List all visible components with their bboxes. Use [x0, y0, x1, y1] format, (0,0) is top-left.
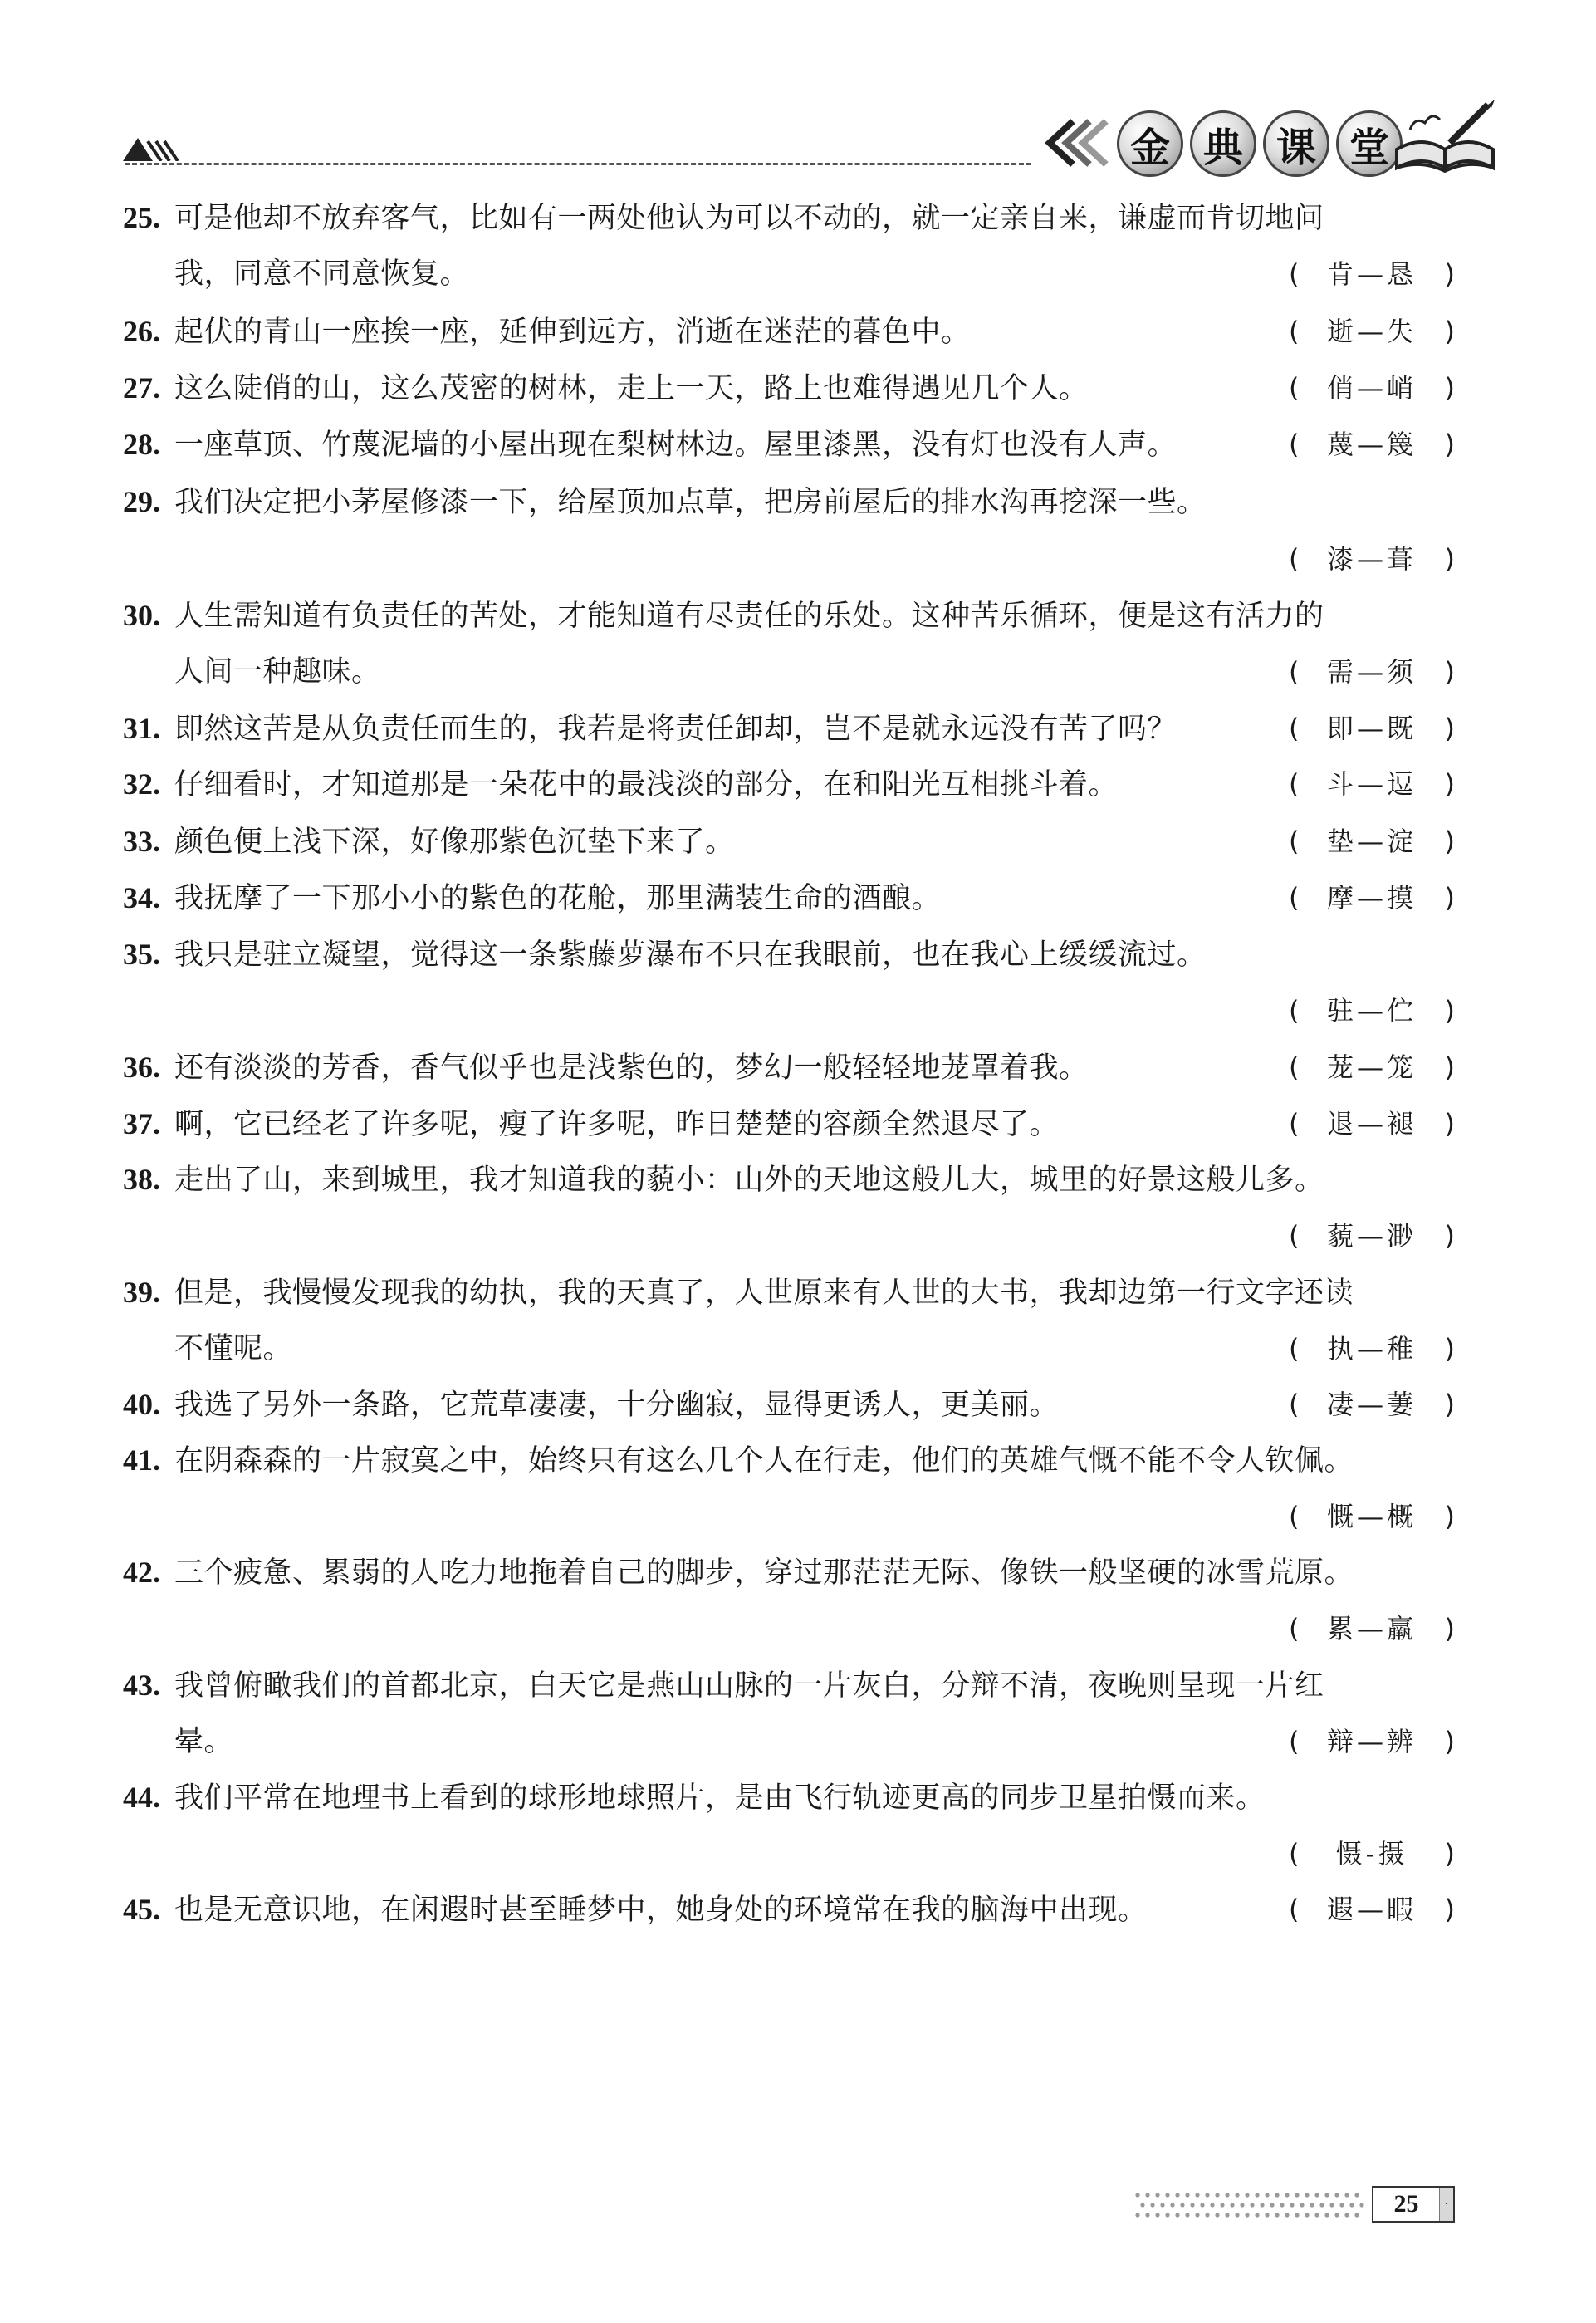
answer-40: ( 凄—萋 )	[1289, 1381, 1455, 1428]
answer-value: 肯—恳	[1326, 258, 1417, 290]
answer-27: ( 俏—峭 )	[1289, 365, 1455, 411]
answer-30: ( 需—须 )	[1289, 649, 1455, 695]
answer-value: 遐—暇	[1326, 1894, 1417, 1925]
answer-value: 慑-摄	[1335, 1838, 1408, 1870]
answer-35: ( 驻—伫 )	[1289, 988, 1455, 1034]
question-number: 26.	[123, 315, 160, 348]
answer-value: 藐—渺	[1326, 1220, 1417, 1252]
question-34	[123, 875, 1452, 921]
question-number: 32.	[123, 767, 160, 801]
question-number: 25.	[123, 201, 160, 234]
question-32	[123, 761, 1452, 807]
answer-38: ( 藐—渺 )	[1289, 1213, 1455, 1259]
question-text: 啊，它已经老了许多呢，瘦了许多呢，昨日楚楚的容颜全然退尽了。	[174, 1108, 1060, 1141]
question-28	[123, 421, 1452, 468]
question-number: 43.	[123, 1669, 160, 1702]
question-text: 我曾俯瞰我们的首都北京，白天它是燕山山脉的一片灰白，分辩不清，夜晚则呈现一片红	[174, 1669, 1324, 1703]
answer-value: 漆—葺	[1326, 543, 1417, 575]
answer-value: 垫—淀	[1326, 826, 1417, 857]
answer-37: ( 退—褪 )	[1289, 1100, 1455, 1147]
brand-char: 金	[1117, 110, 1183, 177]
question-number: 40.	[123, 1388, 160, 1421]
answer-value: 即—既	[1326, 713, 1417, 744]
answer-value: 驻—伫	[1326, 995, 1417, 1027]
answer-29: ( 漆—葺 )	[1289, 536, 1455, 582]
question-text: 我们决定把小茅屋修漆一下，给屋顶加点草，把房前屋后的排水沟再挖深一些。	[174, 486, 1207, 519]
answer-value: 摩—摸	[1326, 882, 1417, 914]
triangle-stripes-icon	[123, 133, 181, 161]
answer-value: 慨—概	[1326, 1501, 1417, 1532]
question-31	[123, 705, 1452, 752]
answer-28: ( 蔑—篾 )	[1289, 421, 1455, 468]
question-number: 33.	[123, 825, 160, 858]
question-27	[123, 365, 1452, 411]
answer-value: 退—褪	[1326, 1108, 1417, 1139]
question-number: 34.	[123, 881, 160, 914]
answer-value: 茏—笼	[1326, 1051, 1417, 1083]
question-number: 45.	[123, 1893, 160, 1926]
question-text: 人生需知道有负责任的苦处，才能知道有尽责任的乐处。这种苦乐循环，便是这有活力的	[174, 600, 1324, 633]
question-38	[123, 1156, 1452, 1203]
question-text-continued: 不懂呢。	[174, 1332, 293, 1365]
brand-char: 典	[1190, 110, 1256, 177]
question-text: 我只是驻立凝望，觉得这一条紫藤萝瀑布不只在我眼前，也在我心上缓缓流过。	[174, 939, 1207, 972]
answer-value: 蔑—篾	[1326, 429, 1417, 460]
question-text: 在阴森森的一片寂寞之中，始终只有这么几个人在行走，他们的英雄气慨不能不令人钦佩。	[174, 1444, 1354, 1478]
question-number: 42.	[123, 1556, 160, 1589]
question-41	[123, 1437, 1452, 1483]
answer-value: 执—稚	[1326, 1333, 1417, 1365]
question-number: 41.	[123, 1443, 160, 1477]
question-text: 仔细看时，才知道那是一朵花中的最浅淡的部分，在和阳光互相挑斗着。	[174, 768, 1119, 801]
answer-value: 辩—辨	[1326, 1726, 1417, 1757]
answer-value: 凄—萋	[1326, 1389, 1417, 1420]
question-number: 37.	[123, 1107, 160, 1140]
question-text: 走出了山，来到城里，我才知道我的藐小：山外的天地这般儿大，城里的好景这般儿多。	[174, 1164, 1324, 1197]
question-text: 但是，我慢慢发现我的幼执，我的天真了，人世原来有人世的大书，我却边第一行文字还读	[174, 1277, 1354, 1310]
question-text: 三个疲惫、累弱的人吃力地拖着自己的脚步，穿过那茫茫无际、像铁一般坚硬的冰雪荒原。	[174, 1556, 1354, 1590]
answer-42: ( 累—羸 )	[1289, 1605, 1455, 1652]
question-number: 31.	[123, 712, 160, 745]
answer-34: ( 摩—摸 )	[1289, 875, 1455, 921]
brand-char: 课	[1263, 110, 1329, 177]
question-37	[123, 1100, 1452, 1147]
question-25	[123, 194, 1452, 241]
answer-39: ( 执—稚 )	[1289, 1326, 1455, 1372]
question-29	[123, 478, 1452, 525]
question-36	[123, 1044, 1452, 1090]
answer-43: ( 辩—辨 )	[1289, 1718, 1455, 1765]
open-book-pencil-icon	[1392, 98, 1500, 173]
question-text: 一座草顶、竹蔑泥墙的小屋出现在梨树林边。屋里漆黑，没有灯也没有人声。	[174, 429, 1177, 462]
answer-32: ( 斗—逗 )	[1289, 761, 1455, 807]
question-text: 我选了另外一条路，它荒草凄凄，十分幽寂，显得更诱人，更美丽。	[174, 1389, 1060, 1422]
answer-41: ( 慨—概 )	[1289, 1493, 1455, 1540]
answer-44: ( 慑-摄 )	[1289, 1830, 1455, 1877]
question-45	[123, 1886, 1452, 1933]
header-dashed-rule	[125, 163, 1031, 165]
question-text-continued: 晕。	[174, 1725, 234, 1758]
answer-31: ( 即—既 )	[1289, 705, 1455, 752]
answer-25: ( 肯—恳 )	[1289, 251, 1455, 297]
question-text: 可是他却不放弃客气，比如有一两处他认为可以不动的，就一定亲自来，谦虚而肯切地问	[174, 202, 1324, 235]
page-number-box	[1372, 2186, 1455, 2223]
question-33	[123, 818, 1452, 865]
question-number: 28.	[123, 428, 160, 461]
question-text: 我们平常在地理书上看到的球形地球照片，是由飞行轨迹更高的同步卫星拍慑而来。	[174, 1781, 1266, 1815]
question-text: 这么陡俏的山，这么茂密的树林，走上一天，路上也难得遇见几个人。	[174, 372, 1089, 405]
question-number: 44.	[123, 1781, 160, 1814]
question-text: 即然这苦是从负责任而生的，我若是将责任卸却，岂不是就永远没有苦了吗？	[174, 713, 1177, 746]
answer-value: 需—须	[1326, 656, 1417, 688]
question-text-continued: 我，同意不同意恢复。	[174, 257, 470, 291]
question-26	[123, 308, 1452, 355]
page-number: 25	[1393, 2190, 1419, 2218]
answer-value: 俏—峭	[1326, 372, 1417, 404]
brand-char: 堂	[1336, 110, 1403, 177]
question-text: 还有淡淡的芳香，香气似乎也是浅紫色的，梦幻一般轻轻地茏罩着我。	[174, 1051, 1089, 1085]
question-30	[123, 592, 1452, 639]
question-number: 27.	[123, 371, 160, 404]
question-text-continued: 人间一种趣味。	[174, 655, 381, 689]
question-40	[123, 1381, 1452, 1428]
question-35	[123, 931, 1452, 978]
question-text: 颜色便上浅下深，好像那紫色沉垫下来了。	[174, 826, 735, 859]
answer-26: ( 逝—失 )	[1289, 308, 1455, 355]
question-number: 30.	[123, 599, 160, 632]
answer-36: ( 茏—笼 )	[1289, 1044, 1455, 1090]
question-44	[123, 1774, 1452, 1821]
question-number: 36.	[123, 1051, 160, 1084]
answer-value: 逝—失	[1326, 316, 1417, 347]
question-39	[123, 1269, 1452, 1316]
answer-value: 累—羸	[1326, 1613, 1417, 1644]
question-number: 29.	[123, 485, 160, 518]
answer-value: 斗—逗	[1326, 768, 1417, 800]
page-tab-marker: ·	[1439, 2188, 1453, 2221]
question-number: 39.	[123, 1276, 160, 1309]
question-number: 35.	[123, 938, 160, 971]
page-header	[0, 0, 1596, 191]
brand-logo	[1117, 110, 1403, 177]
answer-33: ( 垫—淀 )	[1289, 818, 1455, 865]
question-text: 也是无意识地，在闲遐时甚至睡梦中，她身处的环境常在我的脑海中出现。	[174, 1894, 1148, 1927]
double-chevron-left-icon	[1040, 118, 1111, 168]
question-43	[123, 1662, 1452, 1708]
dot-pattern-decoration	[1129, 2188, 1370, 2222]
question-number: 38.	[123, 1163, 160, 1196]
question-text: 起伏的青山一座挨一座，延伸到远方，消逝在迷茫的暮色中。	[174, 316, 971, 349]
answer-45: ( 遐—暇 )	[1289, 1886, 1455, 1933]
question-text: 我抚摩了一下那小小的紫色的花舱，那里满装生命的酒酿。	[174, 882, 942, 915]
question-42	[123, 1549, 1452, 1595]
